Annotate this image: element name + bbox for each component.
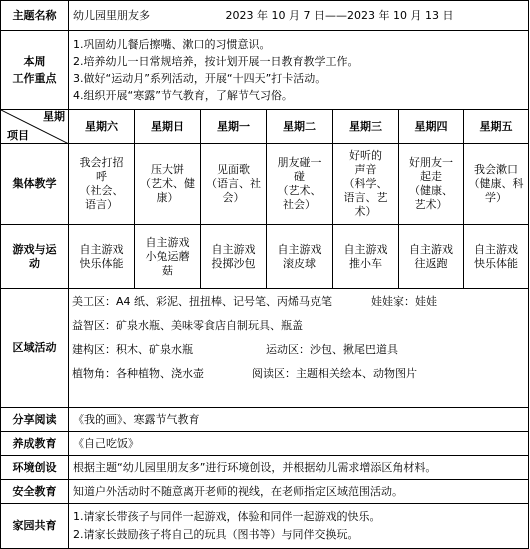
games-label: 游戏与运 动 (1, 225, 69, 289)
group-teaching-cell: 见面歌 （语言、社 会） (201, 144, 267, 225)
date-range: 2023 年 10 月 7 日——2023 年 10 月 13 日 (225, 8, 454, 22)
habit-row (1, 432, 529, 456)
safety-row (1, 480, 529, 504)
games-cell: 自主游戏 小兔运蘑 菇 (135, 225, 201, 289)
environment-label: 环境创设 (1, 456, 69, 480)
focus-item: 4.组织开展“寒露”节气教育，了解节气习俗。 (73, 89, 293, 102)
areas-row (1, 289, 529, 408)
day-header-fri: 星期五 (464, 110, 529, 144)
corner-item: 项目 (7, 129, 29, 142)
day-header-sat: 星期六 (69, 110, 135, 144)
group-teaching-row (1, 144, 529, 225)
games-cell: 自主游戏 快乐体能 (464, 225, 529, 289)
focus-cell (69, 31, 529, 110)
home-school-item: 2.请家长鼓励孩子将自己的玩具（图书等）与同伴交换玩。 (73, 528, 359, 541)
group-teaching-cell: 我会打招 呼 （社会、 语言） (69, 144, 135, 225)
home-school-row (1, 504, 529, 549)
day-header-sun: 星期日 (135, 110, 201, 144)
group-teaching-cell: 好听的 声音 （科学、 语言、艺 术） (333, 144, 399, 225)
area-plant: 植物角：各种植物、浇水壶 (72, 367, 204, 380)
area-read: 阅读区：主题相关绘本、动物图片 (252, 367, 417, 380)
area-doll: 娃娃家：娃娃 (371, 295, 437, 308)
home-school-cell (69, 504, 529, 549)
group-teaching-cell: 朋友碰一 碰 （艺术、 社会） (267, 144, 333, 225)
games-cell: 自主游戏 快乐体能 (69, 225, 135, 289)
group-teaching-cell: 压大饼 （艺术、健 康） (135, 144, 201, 225)
focus-item: 2.培养幼儿一日常规培养，按计划开展一日教育教学工作。 (73, 55, 359, 68)
area-art: 美工区：A4 纸、彩泥、扭扭棒、记号笔、丙烯马克笔 (72, 295, 333, 308)
header-corner (1, 110, 69, 144)
day-header-tue: 星期二 (267, 110, 333, 144)
games-cell: 自主游戏 滚皮球 (267, 225, 333, 289)
games-cell: 自主游戏 推小车 (333, 225, 399, 289)
home-school-item: 1.请家长带孩子与同伴一起游戏，体验和同伴一起游戏的快乐。 (73, 510, 381, 523)
games-row (1, 225, 529, 289)
area-build: 建构区：积木、矿泉水瓶 (72, 343, 193, 356)
day-header-thu: 星期四 (399, 110, 464, 144)
home-school-label: 家园共育 (1, 504, 69, 549)
focus-label (1, 31, 69, 110)
areas-cell (69, 289, 529, 408)
focus-item: 1.巩固幼儿餐后擦嘴、漱口的习惯意识。 (73, 38, 271, 51)
games-cell: 自主游戏 往返跑 (399, 225, 464, 289)
share-text: 《我的画》、寒露节气教育 (69, 408, 529, 432)
games-cell: 自主游戏 投掷沙包 (201, 225, 267, 289)
areas-content (69, 289, 528, 407)
area-puzzle: 益智区：矿泉水瓶、美味零食店自制玩具、瓶盖 (72, 319, 303, 332)
theme-name: 幼儿园里朋友多 (73, 8, 150, 22)
safety-label: 安全教育 (1, 480, 69, 504)
focus-row (1, 31, 529, 110)
group-teaching-cell: 我会漱口 （健康、科 学） (464, 144, 529, 225)
day-header-mon: 星期一 (201, 110, 267, 144)
header-row (1, 110, 529, 144)
habit-label: 养成教育 (1, 432, 69, 456)
focus-item: 3.做好“运动月”系列活动，开展“十四天”打卡活动。 (73, 72, 327, 85)
day-header-wed: 星期三 (333, 110, 399, 144)
corner-weekday: 星期 (43, 110, 65, 123)
share-row (1, 408, 529, 432)
title-row (1, 1, 529, 31)
group-teaching-cell: 好朋友一 起走 （健康、 艺术） (399, 144, 464, 225)
focus-label-text: 本周 工作重点 (12, 55, 57, 85)
habit-text: 《自己吃饭》 (69, 432, 529, 456)
areas-label: 区域活动 (1, 289, 69, 408)
group-teaching-label: 集体教学 (1, 144, 69, 225)
environment-text: 根据主题“幼儿园里朋友多”进行环境创设，并根据幼儿需求增添区角材料。 (69, 456, 529, 480)
environment-row (1, 456, 529, 480)
share-label: 分享阅读 (1, 408, 69, 432)
title-cell (69, 1, 529, 31)
title-label: 主题名称 (1, 1, 69, 31)
safety-text: 知道户外活动时不随意离开老师的视线，在老师指定区域范围活动。 (69, 480, 529, 504)
area-sport: 运动区：沙包、揪尾巴道具 (266, 343, 398, 356)
